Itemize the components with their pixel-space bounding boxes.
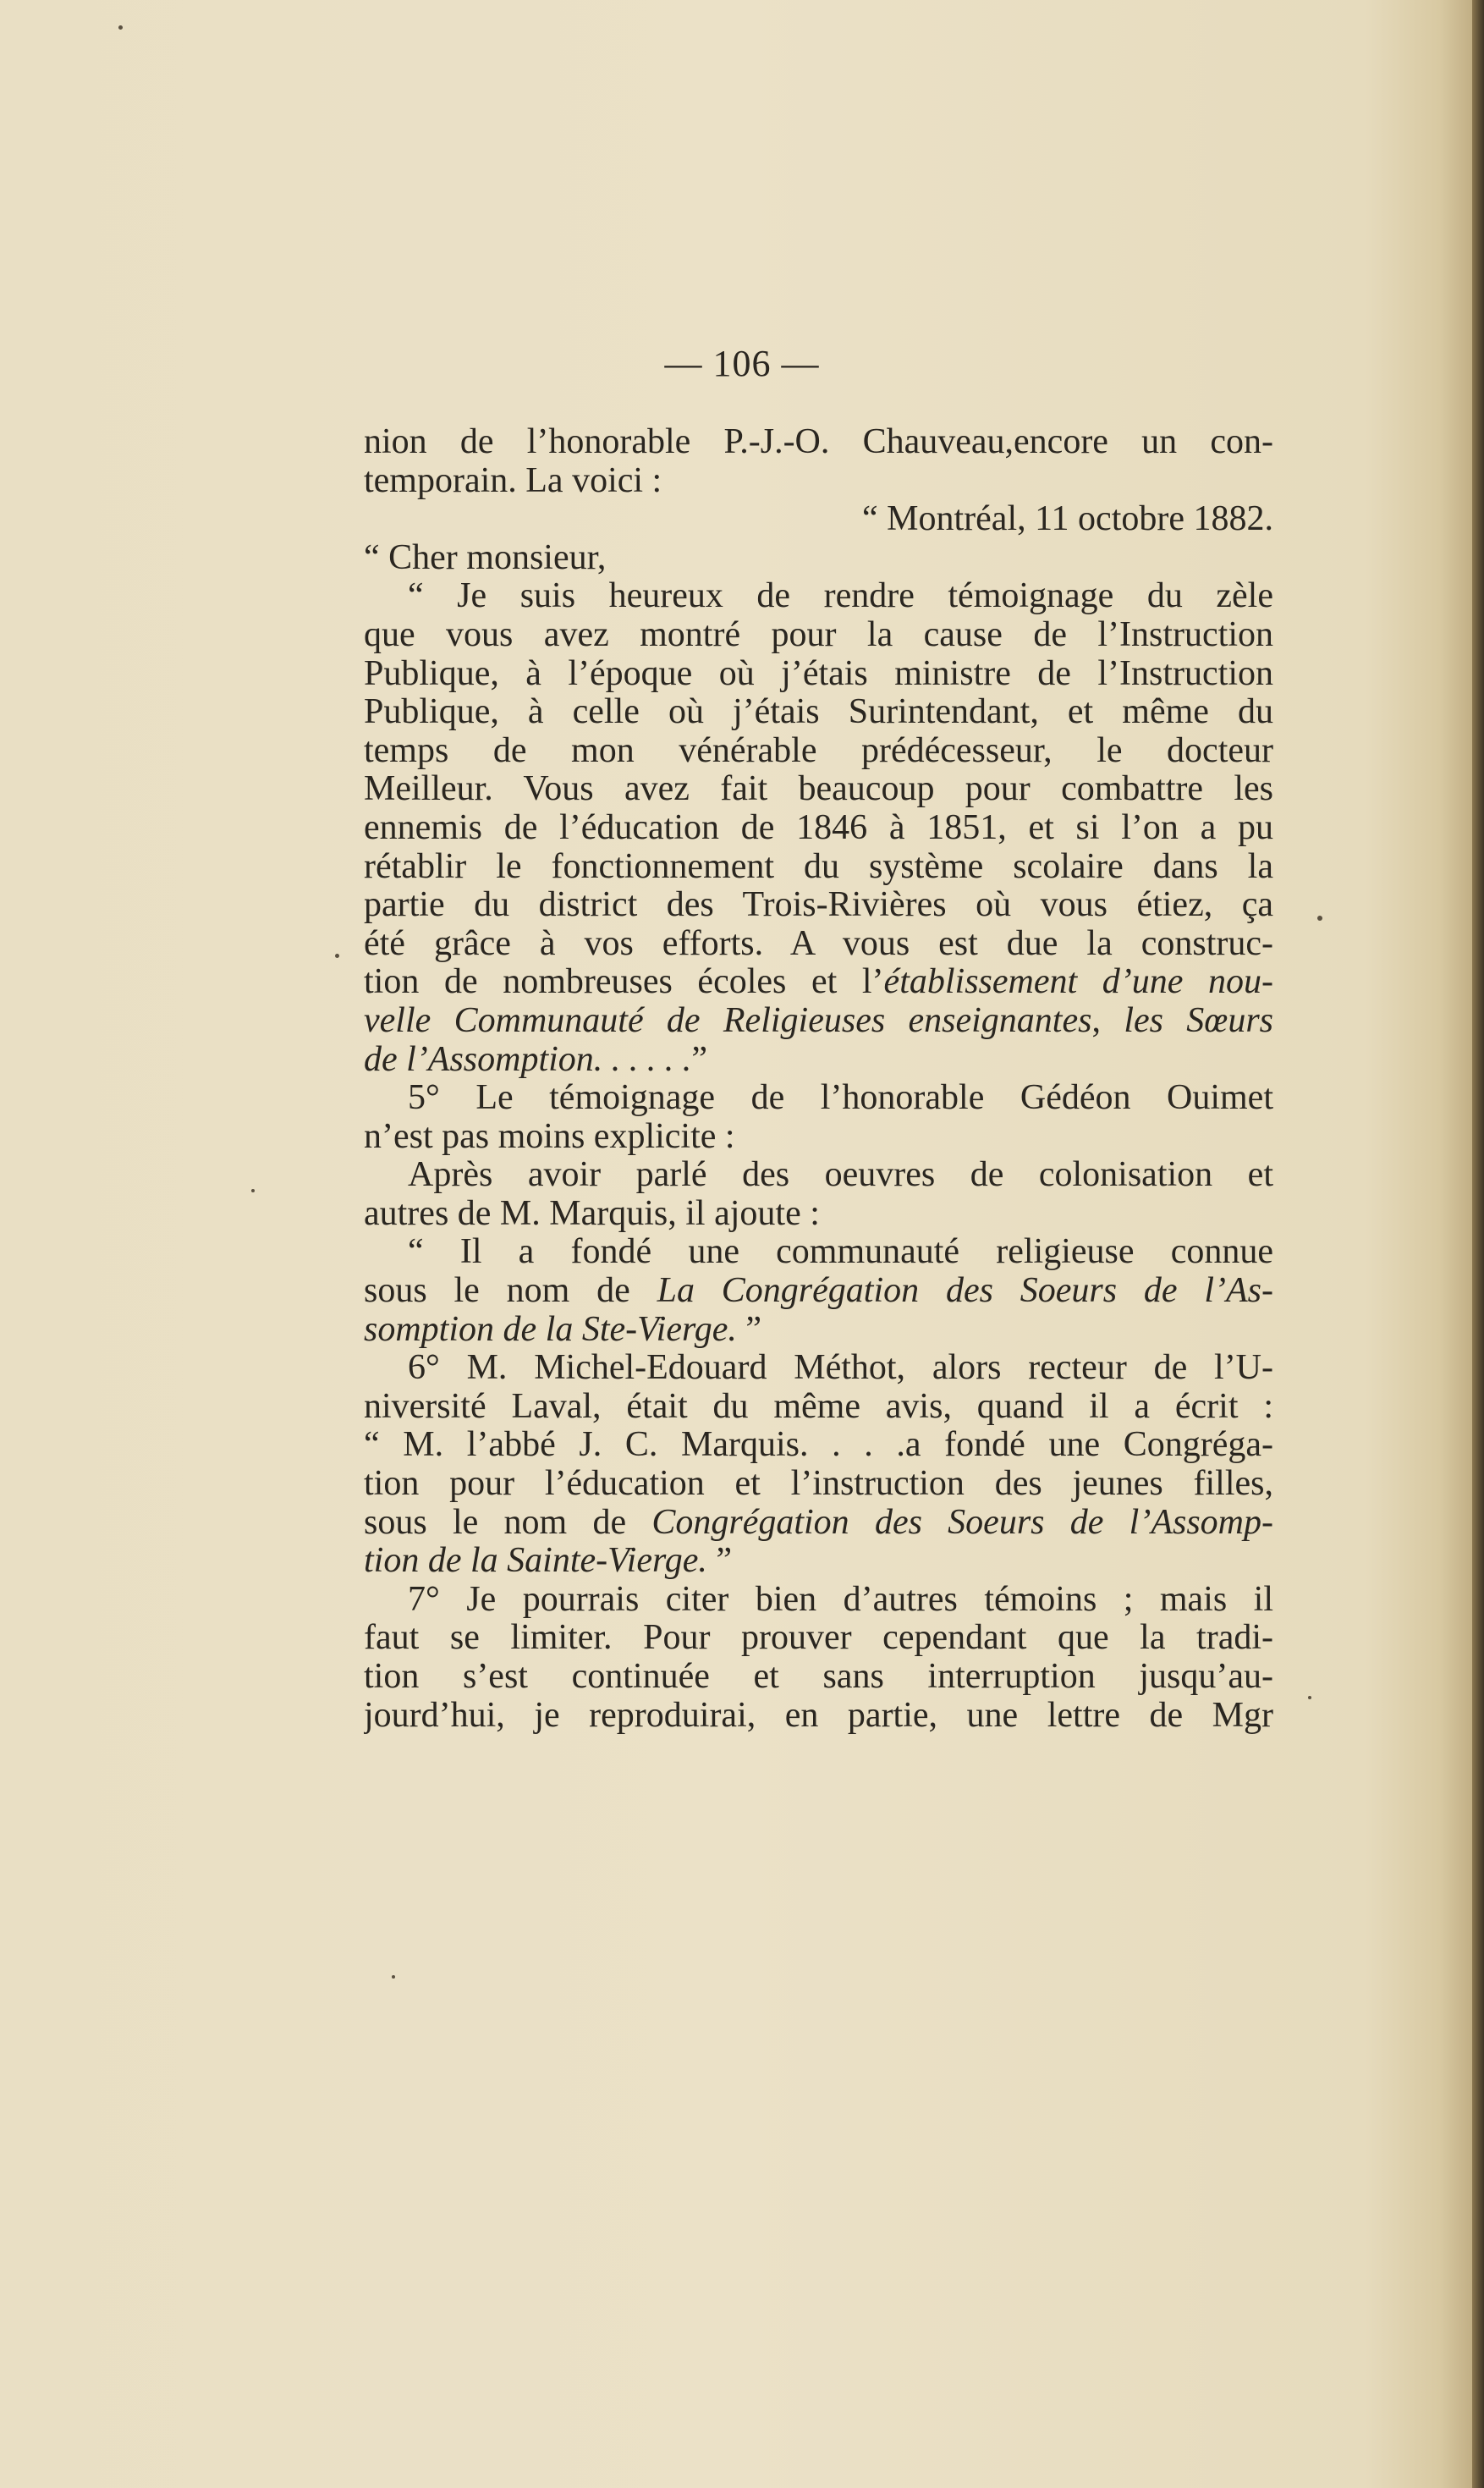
- paper-speck: [251, 1189, 255, 1192]
- text-line: [364, 539, 1273, 578]
- text-segment: nion de l’honorable P.-J.-O. Chauveau,encore un con-: [364, 423, 1273, 461]
- text-line: [364, 1041, 1273, 1080]
- text-line: [364, 1079, 1273, 1118]
- text-line: [364, 462, 1273, 501]
- text-line: [364, 577, 1273, 616]
- text-line: [364, 1233, 1273, 1272]
- body-text: [364, 423, 1273, 1735]
- italic-text-segment: somption de la Ste-Vierge.: [364, 1310, 737, 1349]
- text-segment: “ Il a fondé une communauté religieuse connue: [408, 1233, 1273, 1272]
- italic-text-segment: établissement d’une nou-: [883, 963, 1273, 1002]
- paper-speck: [1317, 916, 1322, 921]
- page-number: — 106 —: [664, 343, 820, 384]
- text-segment: ”: [691, 1040, 707, 1079]
- text-segment: 5° Le témoignage de l’honorable Gédéon Ouimet: [408, 1079, 1273, 1118]
- italic-text-segment: Congrégation des Soeurs de l’Assomp-: [651, 1503, 1273, 1542]
- text-line: [364, 963, 1273, 1002]
- paper-speck: [392, 1975, 395, 1979]
- text-segment: n’est pas moins explicite :: [364, 1117, 735, 1156]
- text-segment: 6° M. Michel-Edouard Méthot, alors recteur de l’U-: [408, 1349, 1273, 1388]
- text-line: [364, 1118, 1273, 1157]
- text-segment: ennemis de l’éducation de 1846 à 1851, et si l’on a pu: [364, 808, 1273, 847]
- text-line: [364, 732, 1273, 771]
- paper-speck: [1308, 1696, 1311, 1699]
- text-segment: sous le nom de: [364, 1503, 652, 1542]
- paper-speck: [335, 954, 339, 958]
- text-line: [364, 809, 1273, 848]
- text-segment: Publique, à l’époque où j’étais ministre de l’Instruction: [364, 654, 1273, 693]
- text-line: [364, 1195, 1273, 1234]
- text-segment: autres de M. Marquis, il ajoute :: [364, 1194, 820, 1233]
- text-segment: tion pour l’éducation et l’instruction des jeunes filles,: [364, 1465, 1273, 1504]
- text-segment: rétablir le fonctionnement du système scolaire dans la: [364, 847, 1273, 886]
- text-segment: ”: [736, 1310, 762, 1349]
- text-line: [364, 655, 1273, 694]
- text-line: [364, 423, 1273, 462]
- text-segment: faut se limiter. Pour prouver cependant que la tradi-: [364, 1619, 1273, 1658]
- italic-text-segment: les Sœurs: [1124, 1001, 1273, 1040]
- italic-text-segment: La Congrégation des Soeurs de l’As-: [657, 1272, 1273, 1311]
- text-line: [364, 1465, 1273, 1504]
- text-segment: été grâce à vos efforts. A vous est due la construc-: [364, 924, 1273, 963]
- text-line: [364, 1504, 1273, 1543]
- italic-text-segment: velle Communauté de Religieuses enseignantes: [364, 1001, 1092, 1040]
- text-line: [364, 1311, 1273, 1350]
- text-line: [364, 886, 1273, 925]
- text-line: [364, 1426, 1273, 1465]
- text-segment: temporain. La voici :: [364, 461, 662, 500]
- italic-text-segment: de l’Assomption. . . . . .: [364, 1040, 692, 1079]
- text-line: [364, 848, 1273, 887]
- italic-text-segment: tion de la Sainte-Vierge.: [364, 1542, 707, 1581]
- text-segment: Après avoir parlé des oeuvres de colonisation et: [408, 1156, 1273, 1195]
- text-segment: ”: [706, 1542, 733, 1581]
- paper-speck: [118, 25, 123, 30]
- text-line: [364, 1658, 1273, 1697]
- text-line: [364, 1542, 1273, 1581]
- text-line: [364, 1619, 1273, 1658]
- text-segment: “ Je suis heureux de rendre témoignage du zèle: [408, 577, 1273, 616]
- text-segment: “ Montréal, 11 octobre 1882.: [862, 500, 1273, 539]
- text-line: [364, 616, 1273, 655]
- text-segment: sous le nom de: [364, 1272, 657, 1311]
- text-line: [364, 1002, 1273, 1041]
- text-segment: ,: [1091, 1001, 1124, 1040]
- text-segment: partie du district des Trois-Rivières où vous étiez, ça: [364, 886, 1273, 925]
- text-line: [364, 1697, 1273, 1736]
- text-segment: “ Cher monsieur,: [364, 538, 607, 577]
- text-segment: tion de nombreuses écoles et l’: [364, 963, 884, 1002]
- text-segment: tion s’est continuée et sans interruption jusqu’au-: [364, 1658, 1273, 1696]
- text-segment: jourd’hui, je reproduirai, en partie, une lettre de Mgr: [364, 1696, 1273, 1735]
- text-line: [364, 1388, 1273, 1427]
- text-segment: 7° Je pourrais citer bien d’autres témoins ; mais il: [408, 1580, 1273, 1619]
- text-segment: Publique, à celle où j’étais Surintendant, et même du: [364, 693, 1273, 732]
- text-line: [364, 1156, 1273, 1195]
- text-line: [364, 1581, 1273, 1620]
- text-segment: Meilleur. Vous avez fait beaucoup pour combattre les: [364, 770, 1273, 809]
- text-line: [364, 1349, 1273, 1388]
- text-line: [364, 693, 1273, 732]
- text-segment: temps de mon vénérable prédécesseur, le docteur: [364, 731, 1273, 770]
- text-line: [364, 925, 1273, 964]
- text-line: [364, 500, 1273, 539]
- text-line: [364, 770, 1273, 809]
- text-segment: “ M. l’abbé J. C. Marquis. . . .a fondé une Congréga-: [364, 1426, 1273, 1465]
- text-line: [364, 1272, 1273, 1311]
- text-segment: niversité Laval, était du même avis, quand il a écrit :: [364, 1387, 1273, 1426]
- text-segment: que vous avez montré pour la cause de l’Instruction: [364, 615, 1273, 654]
